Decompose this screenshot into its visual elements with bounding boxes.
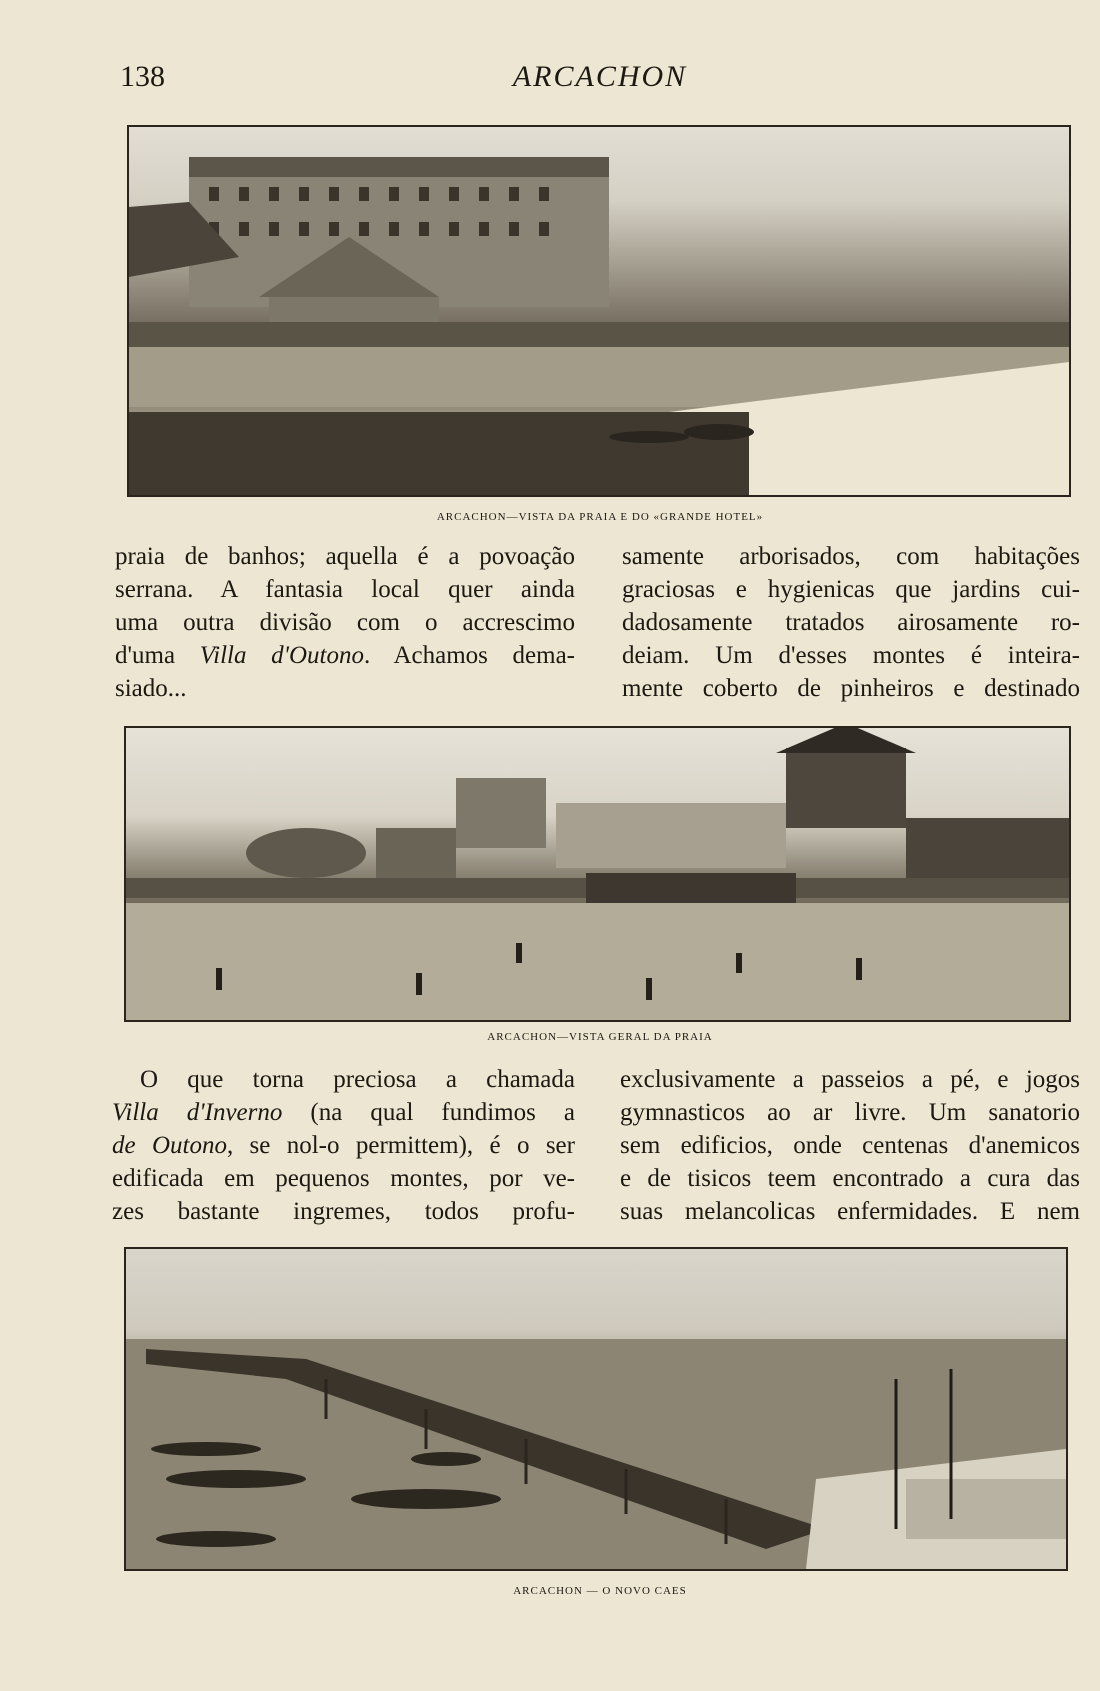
photo-grande-hotel-illustration: [129, 127, 1069, 495]
text-line: gymnasticos ao ar livre. Um sanatorio: [620, 1099, 1080, 1126]
photo-novo-caes-illustration: [126, 1249, 1066, 1569]
text-fragment: , se nol-o permittem), é o ser: [226, 1132, 575, 1159]
text-line-with-italic: [112, 1096, 575, 1129]
text-line: sem edificios, onde centenas d'anemicos: [620, 1132, 1080, 1159]
text-fragment: . Achamos dema-: [363, 642, 575, 669]
caption-grande-hotel: ARCACHON—VISTA DA PRAIA E DO «GRANDE HOTEL»: [436, 511, 764, 523]
photo-vista-geral-illustration: [126, 728, 1069, 1020]
photo-grande-hotel: [127, 125, 1071, 497]
italic-term-villa-outono: Villa d'Outono: [199, 642, 364, 669]
text-line: edificada em pequenos montes, por ve-: [112, 1165, 575, 1192]
text-block-2-left: [112, 1063, 575, 1228]
text-line: zes bastante ingremes, todos profu-: [112, 1198, 575, 1225]
text-block-1-left: [115, 540, 575, 705]
page-number: 138: [120, 60, 165, 93]
text-line: exclusivamente a passeios a pé, e jogos: [620, 1066, 1080, 1093]
text-fragment: (na qual fundimos a: [282, 1099, 575, 1126]
page-header: [120, 60, 1080, 100]
italic-term-de-outono: de Outono: [112, 1132, 227, 1159]
text-block-1-right: [622, 540, 1080, 705]
text-line: e de tisicos teem encontrado a cura das: [620, 1165, 1080, 1192]
text-line: graciosas e hygienicas que jardins cui-: [622, 576, 1080, 603]
caption-novo-caes: ARCACHON — O NOVO CAES: [513, 1585, 687, 1597]
text-line-with-italic: [112, 1129, 575, 1162]
photo-novo-caes: [124, 1247, 1068, 1571]
text-line: mente coberto de pinheiros e destinado: [622, 675, 1080, 702]
text-line: samente arborisados, com habitações: [622, 543, 1080, 570]
text-line: dadosamente tratados airosamente ro-: [622, 609, 1080, 636]
text-block-2-right: [620, 1063, 1080, 1228]
text-line: deiam. Um d'esses montes é inteira-: [622, 642, 1080, 669]
running-title: ARCACHON: [512, 60, 688, 93]
text-fragment: d'uma: [115, 642, 200, 669]
text-line: [112, 1063, 575, 1096]
italic-term-villa-inverno: Villa d'Inverno: [112, 1099, 283, 1126]
text-line: uma outra divisão com o accrescimo: [115, 609, 575, 636]
text-fragment: O que torna preciosa a chamada: [140, 1066, 575, 1093]
caption-vista-geral: ARCACHON—VISTA GERAL DA PRAIA: [487, 1031, 713, 1043]
text-line: siado...: [115, 675, 187, 702]
text-line: serrana. A fantasia local quer ainda: [115, 576, 575, 603]
photo-vista-geral-praia: [124, 726, 1071, 1022]
text-line: praia de banhos; aquella é a povoação: [115, 543, 575, 570]
text-line-with-italic: [115, 639, 575, 672]
text-line: suas melancolicas enfermidades. E nem: [620, 1198, 1080, 1225]
